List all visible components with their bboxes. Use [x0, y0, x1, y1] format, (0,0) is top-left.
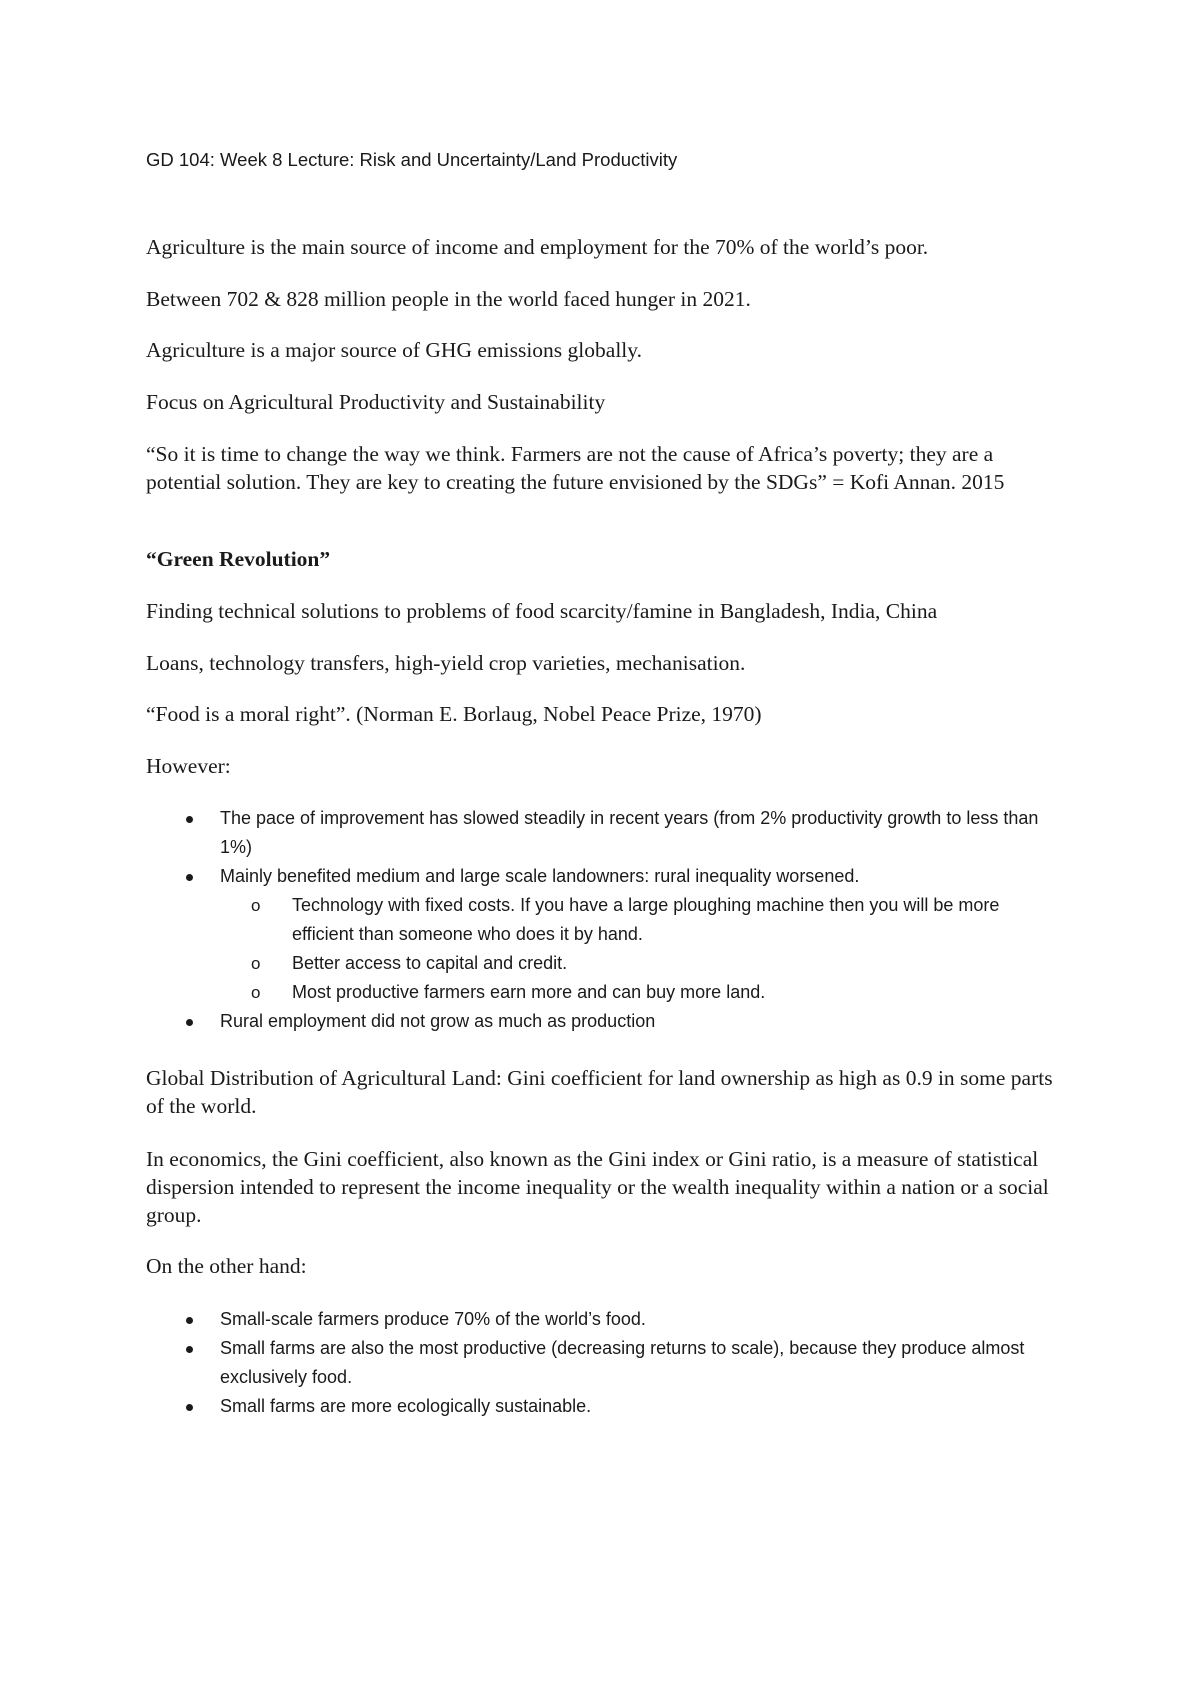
paragraph-loans: Loans, technology transfers, high-yield crop varieties, mechanisation. — [146, 651, 746, 675]
sub-list-item-text: Better access to capital and credit. — [292, 953, 568, 973]
sub-list-item — [251, 978, 1065, 1007]
paragraph-ghg-emissions: Agriculture is a major source of GHG emissions globally. — [146, 338, 642, 362]
document-title: GD 104: Week 8 Lecture: Risk and Uncertainty/Land Productivity — [146, 149, 678, 170]
paragraph-kofi-annan-quote: “So it is time to change the way we think. Farmers are not the cause of Africa’s poverty; they are a potential solution. They are key to creating the future envisioned by the SDGs” = Kofi Annan. 2015 — [146, 442, 1005, 494]
list-item — [220, 1007, 1065, 1036]
sub-list-item — [251, 949, 1065, 978]
paragraph-other-hand: On the other hand: — [146, 1254, 307, 1278]
list-item — [220, 1305, 1065, 1334]
list-item-text: Rural employment did not grow as much as production — [220, 1011, 656, 1031]
list-item-text: Small farms are also the most productive (decreasing returns to scale), because they produce almost exclusively food. — [220, 1338, 1025, 1387]
bullet-icon — [186, 1404, 193, 1411]
paragraph-technical-solutions: Finding technical solutions to problems of food scarcity/famine in Bangladesh, India, China — [146, 599, 938, 623]
paragraph-focus: Focus on Agricultural Productivity and Sustainability — [146, 390, 606, 414]
list-item — [220, 1392, 1065, 1421]
paragraph-hunger: Between 702 & 828 million people in the world faced hunger in 2021. — [146, 287, 751, 311]
paragraph-global-distribution: Global Distribution of Agricultural Land: Gini coefficient for land ownership as high as 0.9 in some parts of the world. — [146, 1066, 1053, 1118]
list-item — [220, 1334, 1065, 1392]
bullet-icon — [186, 1346, 193, 1353]
list-item-text: Mainly benefited medium and large scale landowners: rural inequality worsened. — [220, 866, 860, 886]
sub-bullet-marker: o — [251, 983, 261, 1002]
paragraph-borlaug-quote: “Food is a moral right”. (Norman E. Borlaug, Nobel Peace Prize, 1970) — [146, 702, 762, 726]
sub-bullet-marker: o — [251, 954, 261, 973]
list-item-text: Small-scale farmers produce 70% of the world’s food. — [220, 1309, 646, 1329]
sub-list-item — [251, 891, 1065, 949]
sub-list-item-text: Technology with fixed costs. If you have a large ploughing machine then you will be more efficient than someone who does it by hand. — [292, 895, 1000, 944]
sub-list-item-text: Most productive farmers earn more and can buy more land. — [292, 982, 766, 1002]
list-item-text: The pace of improvement has slowed steadily in recent years (from 2% productivity growth to less than 1%) — [220, 808, 1039, 857]
heading-green-revolution: “Green Revolution” — [146, 547, 331, 571]
bullet-icon — [186, 816, 193, 823]
list-item-text: Small farms are more ecologically sustainable. — [220, 1396, 592, 1416]
paragraph-however: However: — [146, 754, 231, 778]
bullet-icon — [186, 1317, 193, 1324]
bullet-icon — [186, 1019, 193, 1026]
bullet-icon — [186, 874, 193, 881]
paragraph-gini-definition: In economics, the Gini coefficient, also known as the Gini index or Gini ratio, is a measure of statistical dispersion intended to represent the income inequality or the wealth inequality within a nation or a social group. — [146, 1147, 1049, 1227]
list-item — [220, 804, 1065, 862]
list-item — [220, 862, 1065, 891]
sub-bullet-marker: o — [251, 896, 261, 915]
paragraph-agriculture-income: Agriculture is the main source of income and employment for the 70% of the world’s poor. — [146, 235, 929, 259]
